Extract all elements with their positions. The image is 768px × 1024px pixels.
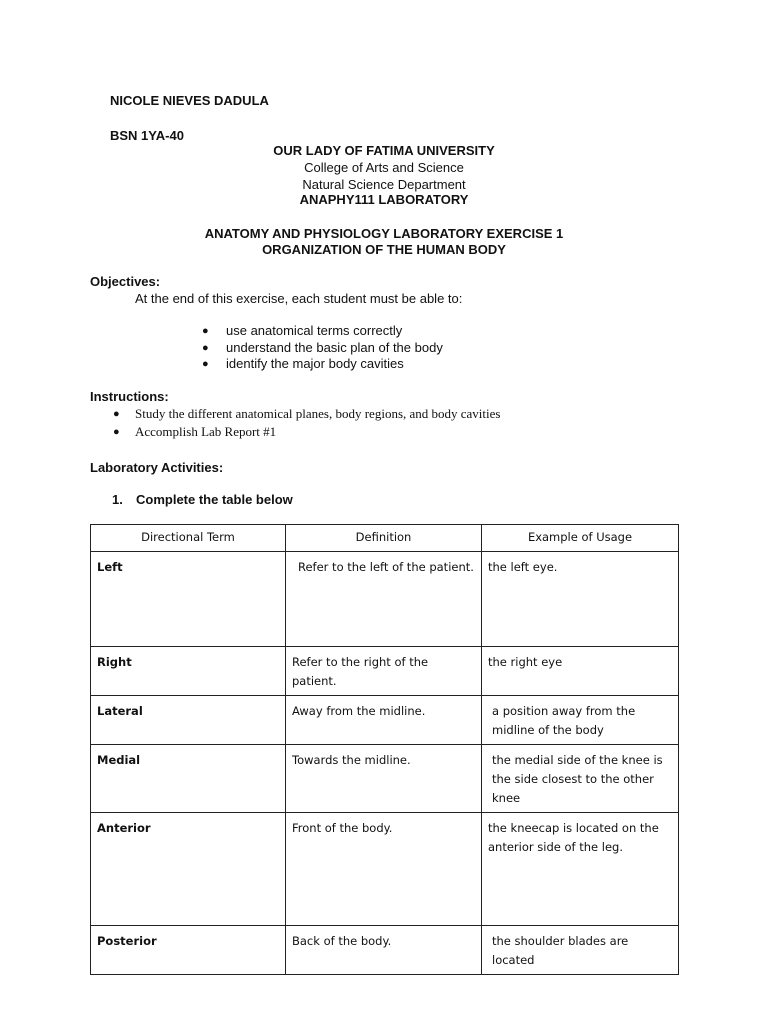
bullet-icon: ● [113,408,120,420]
instruction-item: Accomplish Lab Report #1 [135,424,277,439]
table-row [91,926,679,975]
column-header: Directional Term [91,525,286,552]
example-cell: the right eye [482,647,679,696]
term-cell: Anterior [91,813,286,926]
student-section: BSN 1YA-40 [110,128,184,143]
instruction-item: Study the different anatomical planes, body regions, and body cavities [135,406,501,421]
table-row [91,745,679,813]
definition-cell: Towards the midline. [286,745,482,813]
table-header-row [91,525,679,552]
objective-item: use anatomical terms correctly [226,323,403,338]
bullet-icon: ● [202,342,209,354]
college-name: College of Arts and Science [304,160,464,175]
activities-heading: Laboratory Activities: [90,460,224,475]
example-cell: a position away from the midline of the body [482,696,679,745]
table-row [91,552,679,647]
example-cell: the medial side of the knee is the side closest to the other knee [482,745,679,813]
objective-item: identify the major body cavities [226,356,404,371]
term-cell: Medial [91,745,286,813]
bullet-icon: ● [202,358,209,370]
exercise-subtitle: ORGANIZATION OF THE HUMAN BODY [262,242,506,257]
definition-cell: Front of the body. [286,813,482,926]
definition-cell: Away from the midline. [286,696,482,745]
example-cell: the kneecap is located on the anterior side of the leg. [482,813,679,926]
course-name: ANAPHY111 LABORATORY [299,192,469,207]
university-name: OUR LADY OF FATIMA UNIVERSITY [273,143,495,158]
bullet-icon: ● [113,426,120,438]
student-name: NICOLE NIEVES DADULA [110,93,269,108]
bullet-icon: ● [202,325,209,337]
objective-item: understand the basic plan of the body [226,340,443,355]
term-cell: Right [91,647,286,696]
step-number: 1. [112,492,123,507]
objectives-intro: At the end of this exercise, each student must be able to: [135,291,463,306]
objectives-heading: Objectives: [90,274,161,289]
step-text: Complete the table below [136,492,293,507]
term-cell: Posterior [91,926,286,975]
table-row [91,813,679,926]
example-cell: the shoulder blades are located [482,926,679,975]
definition-cell: Back of the body. [286,926,482,975]
column-header: Example of Usage [482,525,679,552]
directional-terms-table [90,524,679,975]
term-cell: Lateral [91,696,286,745]
term-cell: Left [91,552,286,647]
column-header: Definition [286,525,482,552]
example-cell: the left eye. [482,552,679,647]
department-name: Natural Science Department [302,177,466,192]
definition-cell: Refer to the left of the patient. [286,552,482,647]
exercise-title: ANATOMY AND PHYSIOLOGY LABORATORY EXERCISE 1 [204,226,564,241]
table-row [91,696,679,745]
instructions-heading: Instructions: [90,389,169,404]
definition-cell: Refer to the right of the patient. [286,647,482,696]
table-row [91,647,679,696]
